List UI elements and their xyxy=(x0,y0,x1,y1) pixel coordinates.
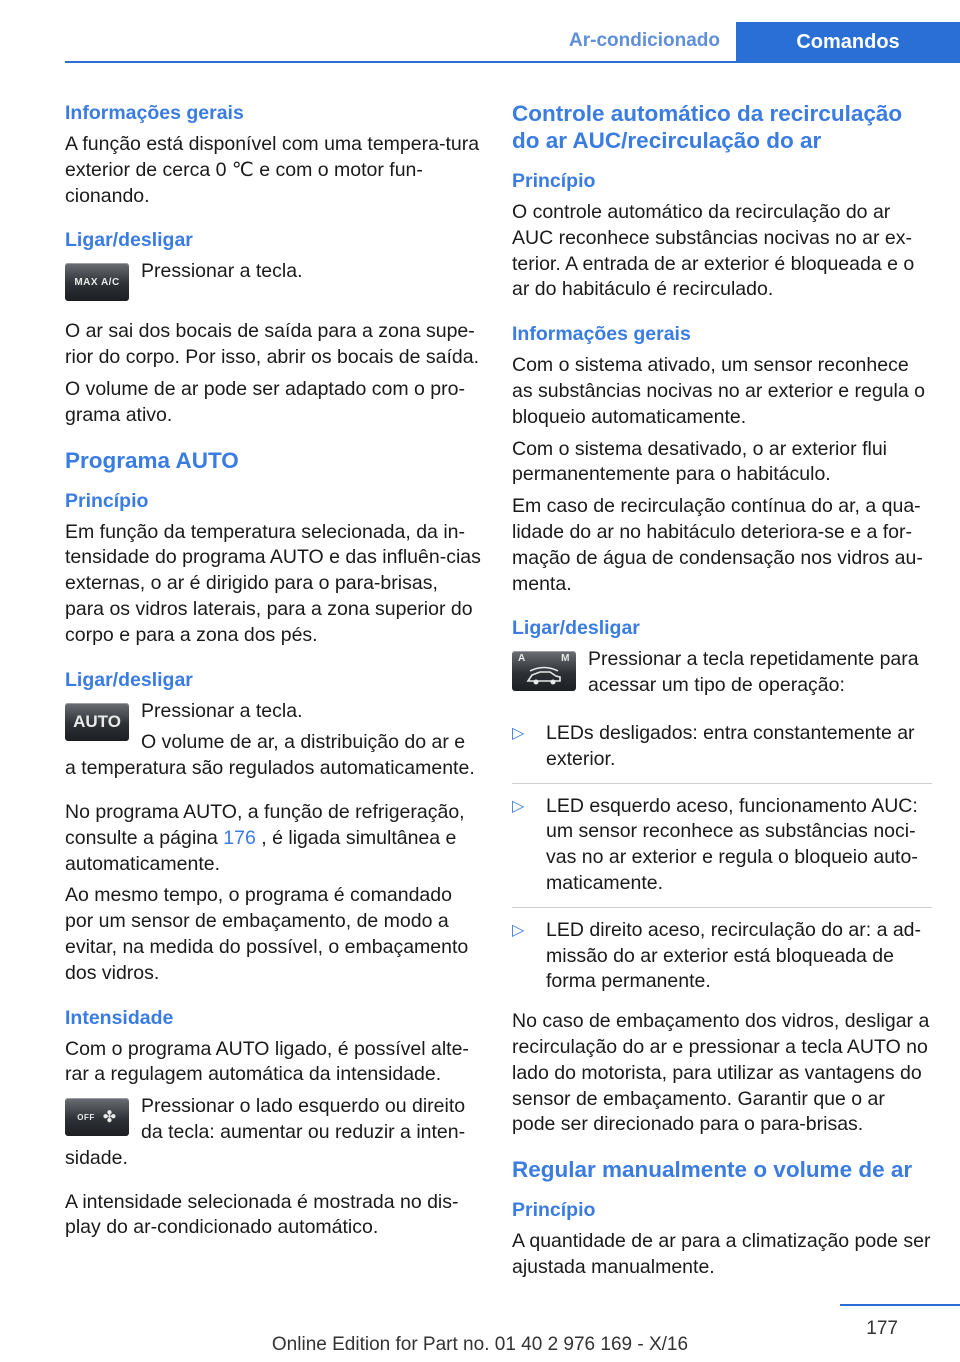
para-air-volume: O volume de ar pode ser adaptado com o pro‐grama ativo. xyxy=(65,377,465,426)
heading-onoff-auc: Ligar/desligar xyxy=(512,617,640,640)
heading-onoff-maxac: Ligar/desligar xyxy=(65,229,193,252)
operation-modes-list xyxy=(512,721,932,1005)
para-intensity-1: Com o programa AUTO ligado, é possível alte‐rar a regulagem automática da intensidade. xyxy=(65,1037,469,1086)
auto-key-icon: AUTO xyxy=(65,703,129,741)
auto-row xyxy=(65,699,481,782)
fan-icon: ✤ xyxy=(102,1109,117,1127)
heading-principle-auc: Princípio xyxy=(512,170,596,192)
heading-info: Informações gerais xyxy=(65,102,244,124)
para-info: A função está disponível com uma tempera‐tura exterior de cerca 0 ℃ e com o motor fun‐cionando. xyxy=(65,133,480,207)
left-column xyxy=(65,100,481,1247)
para-air-outlet: O ar sai dos bocais de saída para a zona supe‐rior do corpo. Por isso, abrir os bocais de saída. xyxy=(65,320,480,369)
para-info-auc-3: Em caso de recirculação contínua do ar, a qua‐lidade do ar no habitáculo deteriora-se e a for‐mação de água de condensação nos vidros au‐menta. xyxy=(512,495,923,595)
page-footer xyxy=(0,1304,960,1362)
section-label: Ar-condicionado xyxy=(569,30,720,51)
list-item: ▷ LEDs desligados: entra constantemente ar exterior. xyxy=(512,721,932,784)
header-rule xyxy=(65,61,960,63)
para-principle: Em função da temperatura selecionada, da in‐tensidade do programa AUTO e das influên‐cias externas, o ar é dirigido para o para-brisas, para os vidros laterais, para a zona superior do corpo e para a zona dos pés. xyxy=(65,520,481,646)
para-principle-manual: A quantidade de ar para a climatização pode ser ajustada manualmente. xyxy=(512,1230,931,1278)
heading-intensity: Intensidade xyxy=(65,1006,174,1029)
para-principle-auc: O controle automático da recirculação do ar AUC reconhece substâncias nocivas no ar ex‐terior. A entrada de ar exterior é bloqueada e o ar do habitáculo é recirculado. xyxy=(512,201,915,301)
car-recirculation-icon xyxy=(524,665,564,687)
para-press-auto: Pressionar a tecla. xyxy=(141,699,303,722)
page-link-176[interactable]: 176 xyxy=(223,826,256,849)
heading-auto-program: Programa AUTO xyxy=(65,447,239,473)
para-auto-fog: Ao mesmo tempo, o programa é comandado por um sensor de embaçamento, de modo a evitar, na medida do possível, o embaçamento dos vidros. xyxy=(65,884,469,984)
page-number: 177 xyxy=(866,1318,898,1339)
heading-principle: Princípio xyxy=(65,489,149,512)
para-intensity-3: A intensidade selecionada é mostrada no dis‐play do ar-condicionado automático. xyxy=(65,1190,459,1239)
page-header xyxy=(0,0,960,62)
para-press-auc: Pressionar a tecla repetidamente para acessar um tipo de operação: xyxy=(588,648,919,697)
heading-auc: Controle automático da recirculação do ar AUC/recirculação do ar xyxy=(512,101,903,153)
heading-onoff-auto: Ligar/desligar xyxy=(65,668,193,691)
tab-comandos[interactable]: Comandos xyxy=(736,22,960,63)
heading-principle-manual: Princípio xyxy=(512,1199,596,1222)
list-item: ▷ LED esquerdo aceso, funcionamento AUC: um sensor reconhece as substâncias noci‐vas no ar exterior e regula o bloqueio auto‐maticamente. xyxy=(512,794,932,908)
edition-note: Online Edition for Part no. 01 40 2 976 169 - X/16 xyxy=(271,1334,689,1355)
auc-row xyxy=(512,647,932,705)
right-column xyxy=(512,100,932,1287)
triangle-bullet-icon: ▷ xyxy=(512,797,525,815)
fan-intensity-key-icon: OFF ✤ xyxy=(65,1098,129,1136)
para-auto-cooling: No programa AUTO, a função de refrigeração, consulte a página 176 , é ligada simultânea e automaticamente. xyxy=(65,800,465,875)
list-item: ▷ LED direito aceso, recirculação do ar: a ad‐missão do ar exterior está bloqueada de forma permanente. xyxy=(512,918,922,993)
para-info-auc-2: Com o sistema desativado, o ar exterior flui permanentemente para o habitáculo. xyxy=(512,437,887,486)
heading-manual-volume: Regular manualmente o volume de ar xyxy=(512,1157,913,1183)
maxac-key-icon: MAX A/C xyxy=(65,263,129,301)
heading-info-auc: Informações gerais xyxy=(512,323,691,346)
recirculation-key-icon: A M xyxy=(512,651,576,691)
intensity-row xyxy=(65,1094,481,1171)
maxac-row xyxy=(65,259,481,307)
para-info-auc-1: Com o sistema ativado, um sensor reconhece as substâncias nocivas no ar exterior e regula o bloqueio automaticamente. xyxy=(512,354,925,428)
para-fog: No caso de embaçamento dos vidros, desligar a recirculação do ar e pressionar a tecla AUTO no lado do motorista, para utilizar as vantagens do sensor de embaçamento. Garantir que o ar pode ser direcionado para o para-brisas. xyxy=(512,1010,930,1136)
para-press-maxac: Pressionar a tecla. xyxy=(141,260,303,283)
triangle-bullet-icon: ▷ xyxy=(512,724,525,742)
para-auto-regulated: O volume de ar, a distribuição do ar e a temperatura são regulados automaticamente. xyxy=(65,731,475,780)
footer-rule xyxy=(840,1304,960,1306)
triangle-bullet-icon: ▷ xyxy=(512,921,525,939)
para-intensity-2: Pressionar o lado esquerdo ou direito da tecla: aumentar ou reduzir a inten‐sidade. xyxy=(65,1095,466,1169)
